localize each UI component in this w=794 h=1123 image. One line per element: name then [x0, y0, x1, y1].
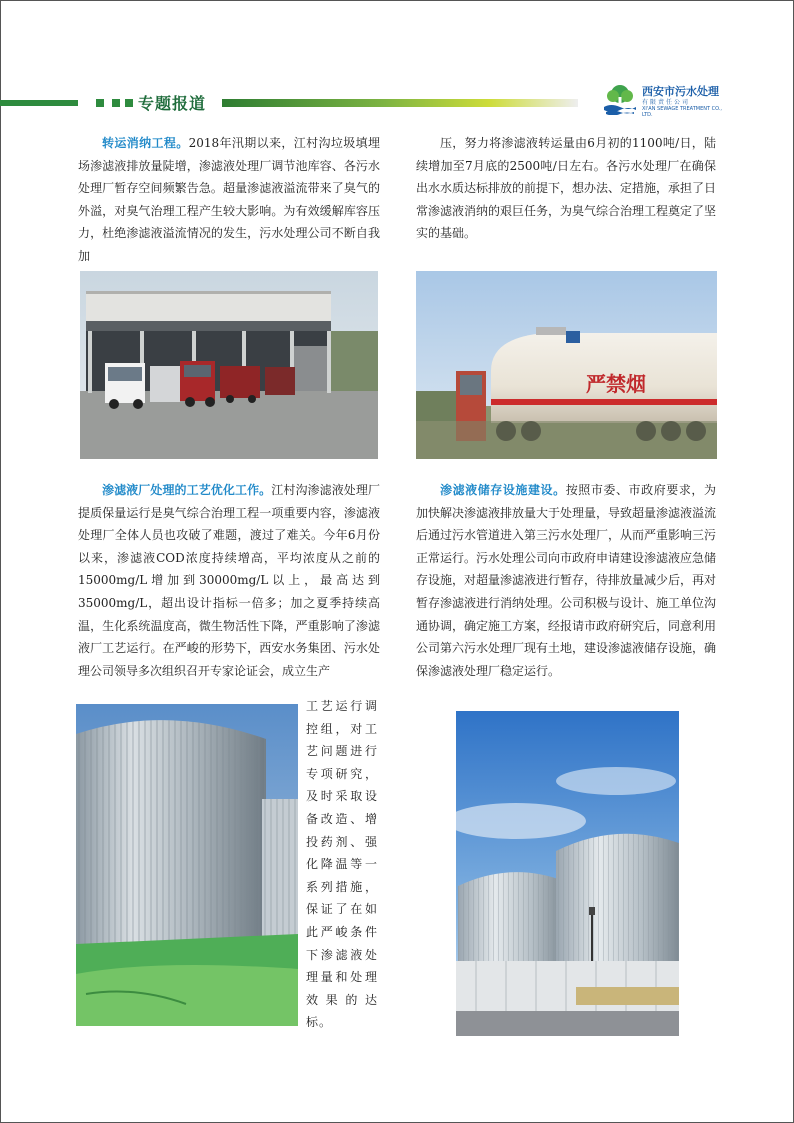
storage-paragraph [416, 479, 716, 682]
process-paragraph-wrap [306, 695, 378, 1034]
tree-water-logo-icon [602, 83, 638, 115]
header-square [96, 99, 104, 107]
storage-tank-photo-right [456, 711, 679, 1036]
logo-company-subtitle: 有限责任公司 [642, 99, 691, 106]
tanker-sign: 严禁烟 [586, 372, 646, 396]
header-gradient-bar [222, 99, 578, 107]
section-title: 专题报道 [138, 94, 207, 113]
header-left-rule [0, 100, 78, 106]
header-square [125, 99, 133, 107]
storage-lead: 渗滤液储存设施建设。 [440, 483, 566, 497]
storage-text: 按照市委、市政府要求，为加快解决渗滤液排放量大于处理量，导致超量渗滤液溢流后通过污水管道进入第三污水处理厂，从而严重影响三污正常运行。污水处理公司向市政府申请建设渗滤液应急储存设施，对超量渗滤液进行暂存，待排放量减少后，再对暂存渗滤液进行消纳处理。公司积极与设计、施工单位沟通协调，确定施工方案，经报请市政府研究后，同意利用公司第六污水处理厂现有土地，建设渗滤液储存设施，确保渗滤液处理厂稳定运行。 [416, 483, 717, 678]
company-logo [602, 80, 732, 122]
transport-text-part2: 压，努力将渗滤液转运量由6月初的1100吨/日，陆续增加至7月底的2500吨/日左右。各污水处理厂在确保出水水质达标排放的前提下，想办法、定措施，承担了日常渗滤液消纳的艰巨任务，为臭气综合治理工程奠定了坚实的基础。 [416, 136, 717, 241]
logo-english-name: XI'AN SEWAGE TREATMENT CO., LTD. [642, 106, 723, 118]
transport-text-part1: 2018年汛期以来，江村沟垃圾填埋场渗滤液排放量陡增，渗滤液处理厂调节池库容、各污水处理厂暂存空间频繁告急。超量渗滤液溢流带来了臭气的外溢，对臭气治理工程产生较大影响。为有效缓解库容压力，杜绝渗滤液溢流情况的发生，污水处理公司不断自我加 [78, 136, 380, 263]
process-text-part1: 江村沟渗滤液处理厂提质保量运行是臭气综合治理工程一项重要内容，渗滤液处理厂全体人员也攻破了难题，渡过了难关。今年6月份以来，渗滤液COD浓度持续增高，平均浓度从之前的15000mg/L增加到30000mg/L以上，最高达到35000mg/L，超出设计指标一倍多；加之夏季持续高温，生化系统温度高，微生物活性下降，严重影响了渗滤液厂工艺运行。在严峻的形势下，西安水务集团、污水处理公司领导多次组织召开专家论证会，成立生产 [78, 483, 380, 678]
truck-garage-photo [80, 271, 378, 459]
header-square [112, 99, 120, 107]
transport-paragraph [78, 132, 380, 268]
process-paragraph [78, 479, 380, 682]
transport-lead: 转运消纳工程。 [102, 136, 189, 150]
transport-paragraph-continued [416, 132, 716, 245]
process-lead: 渗滤液厂处理的工艺优化工作。 [102, 483, 272, 497]
tanker-truck-photo [416, 271, 717, 459]
logo-company-name: 西安市污水处理 [642, 85, 719, 98]
storage-tank-photo-left [76, 704, 298, 1026]
process-text-part2: 工艺运行调控组，对工艺问题进行专项研究，及时采取设备改造、增投药剂、强化降温等一系列措施，保证了在如此严峻条件下渗滤液处理量和处理效果的达标。 [306, 699, 378, 1030]
